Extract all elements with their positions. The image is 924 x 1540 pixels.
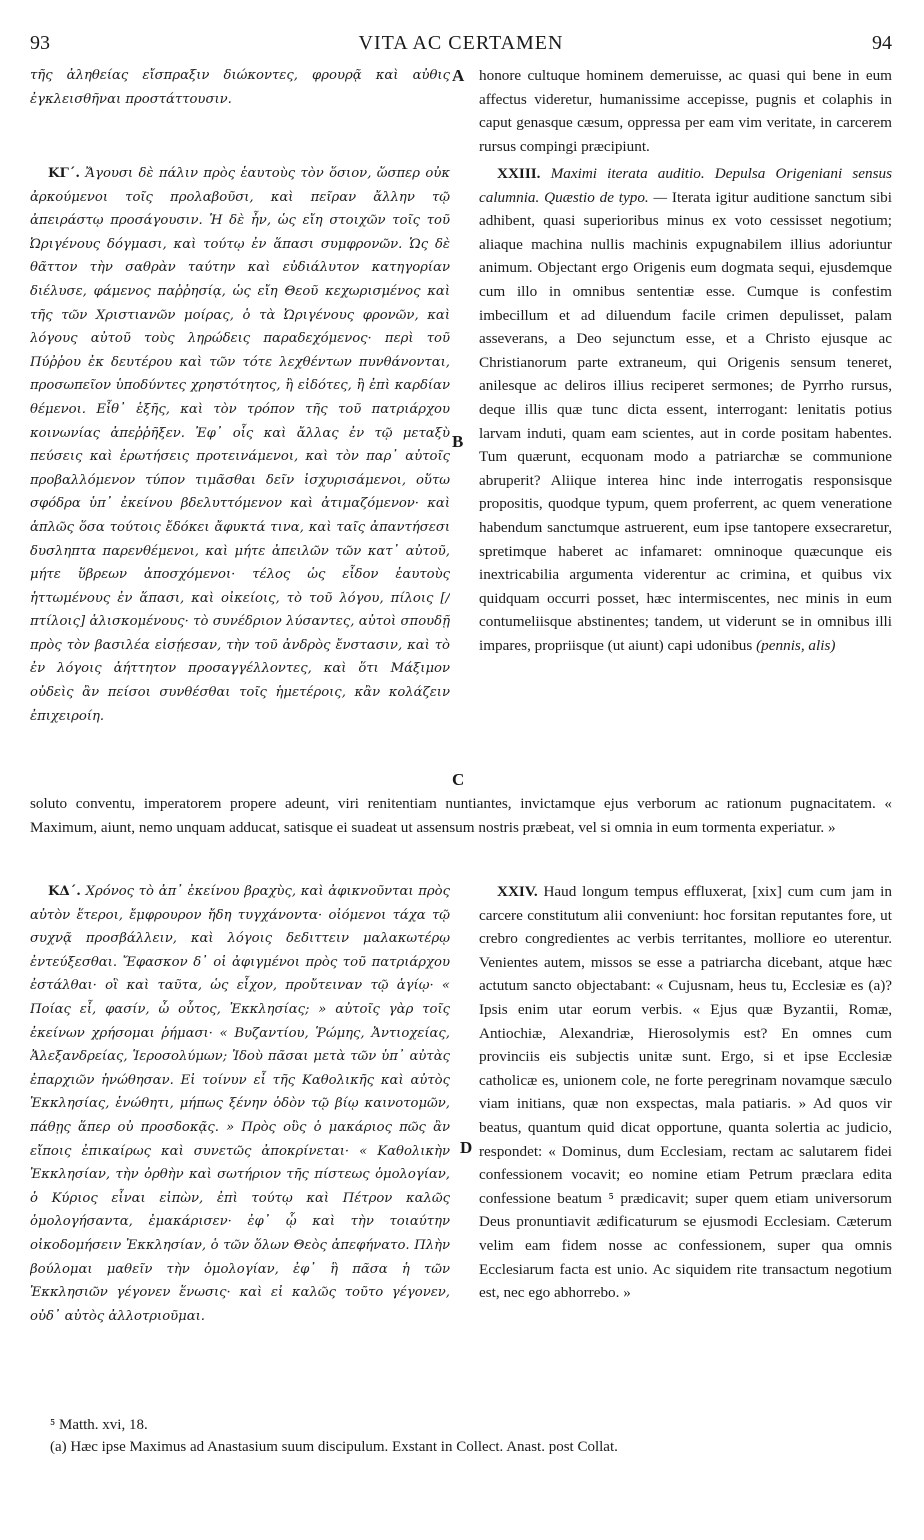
margin-marker-d: D <box>460 1138 473 1157</box>
latin-section-xxiv <box>479 880 892 1408</box>
section-number-xxiii: XXIII. <box>497 165 541 182</box>
section-number-kg: ΚΓ΄. <box>48 166 81 181</box>
footnotes <box>30 1414 892 1458</box>
section-number-xxiv: XXIV. <box>497 883 538 900</box>
running-header <box>30 32 892 62</box>
left-page-number: 93 <box>30 32 50 54</box>
section-heading-xxiii: Maximi iterata auditio. Depulsa Origeniani sensus calumnia. Quæstio de typo. — <box>479 165 892 206</box>
footnote-scripture: ⁵ Matth. xvi, 18. <box>50 1417 148 1433</box>
greek-section-kd <box>30 880 450 1408</box>
latin-section-xxiii <box>479 162 892 792</box>
greek-section-kg <box>30 162 450 792</box>
latin-section-xxiv-text: Haud longum tempus effluxerat, [xix] cum cum jam in carcere constitutum alii conveniunt: hoc forsitan reputantes fore, ut crebro congredientes ac verbis territantes, molliore eo uterentur. Venientes autem, missos se esse a patriarcha dicebant, atque hæc actutum sancto objectabant: « Cujusnam, heus tu, Ecclesiæ es (a)? Ipsis enim utar eorum verbis. « Ejus quæ Byzantii, Romæ, Antiochiæ, Alexandriæ, Hierosolymis est? En omnes cum provinciis eis subjectis unitæ sunt. Ergo, si et ipse Ecclesiæ catholicæ es, unionem cole, ne forte peregrinam novamque sæculo viam initians, quæ non exspectas, mala patiaris. » Ad quos vir beatus, quantum quid dicat opportune, quanta solertia ac judicio, respondet: « Dominus, dum Ecclesiam, rectam ac salutarem fidei confessionem vocavit; eo nomine etiam Petrum præclara edita confessione beatum ⁵ prædicavit; super quem etiam universorum Deus pronuntiavit ædificaturum se ejusmodi Ecclesiam. Cæterum velim eam fidem nosse ac confessionem, super qua omnis Ecclesiarum facta est unio. Ac siquidem rite transactum negotium est, nec ego abhorrebo. » <box>479 883 892 1302</box>
latin-carryover <box>30 64 892 155</box>
latin-carryover-text: honore cultuque hominem demeruisse, ac quasi qui bene in eum affectus videretur, humanissime accepisse, pugnis et colaphis in caput genasque cæsum, oppressa per eam vim veritate, in carcerem rursus compingi præcipiunt. <box>479 67 892 155</box>
latin-xxiii-continuation-text: soluto conventu, imperatorem propere adeunt, viri renitentiam nuntiantes, invictamque ejus verborum ac rationum pugnacitatem. « Maximum, aiunt, nemo unquam adducat, satisque ei suadeat ut assensum nostris præbeat, vel si omnia in eum tormenta experiatur. » <box>30 795 892 836</box>
footnote-a: (a) Hæc ipse Maximus ad Anastasium suum discipulum. Exstant in Collect. Anast. post Collat. <box>50 1439 618 1455</box>
running-title: VITA AC CERTAMEN <box>358 32 564 54</box>
right-page-number: 94 <box>872 32 892 54</box>
greek-section-kd-text: Χρόνος τὸ ἀπ᾽ ἐκείνου βραχὺς, καὶ ἀφικνοῦνται πρὸς αὐτὸν ἕτεροι, ἔμφρουρον ἤδη τυγχάνοντα· οἰόμενοι τάχα τῷ συχνᾷ προσβάλλειν, καὶ λόγοις δεδιττειν μαλακωτέρῳ ἐντεύξεσθαι. Ἔφασκον δ᾽ οἱ ἀφιγμένοι πρὸς τοῦ πατριάρχου ἐστάλθαι· οἳ καὶ ταῦτα, ὡς εἶχον, προὔτειναν τῷ ἁγίῳ· « Ποίας εἶ, φασίν, ὦ οὗτος, Ἐκκλησίας; » αὐτοῖς γὰρ τοῖς ἐκείνων χρήσομαι ῥήμασι· « Βυζαντίου, Ῥώμης, Ἀντιοχείας, Ἀλεξανδρείας, Ἱεροσολύμων; Ἰδοὺ πᾶσαι μετὰ τῶν ὑπ᾽ αὐτὰς ἐπαρχιῶν ἡνώθησαν. Εἰ τοίνυν εἶ τῆς Καθολικῆς καὶ αὐτὸς Ἐκκλησίας, ἑνώθητι, μήπως ξένην ὁδὸν τῷ βίῳ καινοτομῶν, πάθῃς ἅπερ οὐ προσδοκᾷς. » Πρὸς οὓς ὁ μακάριος πῶς ἂν εἴποις ἐπικαίρως καὶ συνετῶς ἀποκρίνεται· « Καθολικὴν Ἐκκλησίαν, τὴν ὀρθὴν καὶ σωτήριον τῆς πίστεως ὁμολογίαν, ὁ Κύριος εἶναι εἰπὼν, ἐπὶ τούτῳ καὶ Πέτρον καλῶς ὁμολογήσαντα, ἐμακάρισεν· ἐφ᾽ ᾧ καὶ τὴν τοιαύτην οἰκοδομήσειν Ἐκκλησίαν, ὁ τῶν ὅλων Θεὸς ἀπεφήνατο. Πλὴν βούλομαι μαθεῖν τὴν ὁμολογίαν, ἐφ᾽ ἣ πᾶσα ἡ τῶν Ἐκκλησιῶν γέγονεν ἕνωσις· καὶ εἰ καλῶς τοῦτο γέγονεν, οὐδ᾽ αὐτὸς ἀλλοτριοῦμαι. <box>30 884 450 1324</box>
latin-xxiii-continuation <box>30 792 892 874</box>
section-number-kd: ΚΔ΄. <box>48 884 81 899</box>
greek-carryover-text: τῆς ἀληθείας εἴσπραξιν διώκοντες, φρουρᾷ καὶ αὐθις ἐγκλεισθῆναι προστάττουσιν. <box>30 68 450 107</box>
latin-gloss-note: (pennis, alis) <box>756 636 836 654</box>
margin-marker-a: A <box>452 66 465 85</box>
latin-section-xxiii-text: Iterata igitur auditione sanctum sibi adhibent, quasi superioribus minus ex voto cessisset negotium; aliaque machina nullis machinis expugnabilem illius adoriuntur animum. Objectant ergo Origenis eum dogmata sequi, ejusdemque cum illo in omnibus sententiæ esse. Cumque is confestim imbecillum et ad diluendum facile crimen depulisset, palam asseverans, a Deo sejunctum esse, et a Christo ejusque ac Christianorum parte extraneum, qui Origenis sensum teneret, anilesque ac deliros illius reciperet sermones; de Pyrrho rursus, deque illis quæ tunc dicta essent, interrogant: lenitatis potius larvam induti, quam eam scientes, aut in corde positam habentes. Tum quærunt, ecquonam modo a patriarchæ se communione abruperit? Aliique interea hinc inde interrogatis responsisque propositis, quodque typum, quem proferrent, ac quem veneratione habendum sanctumque astruerent, eum ipse tantopere exsecraretur, spretimque haberet ac infamaret: omninoque quæcunque eis inextricabilia argumenta viderentur ac crimina, et quibus vix quidquam occurri posset, hæc intermiscentes, nec minis in eum contumeliisque abstinentes; tandem, ut viderunt se in omnibus illi impares, propriisque (ut aiunt) capi udonibus <box>479 188 892 654</box>
margin-marker-b: B <box>452 432 464 451</box>
greek-section-kg-text: Ἄγουσι δὲ πάλιν πρὸς ἑαυτοὺς τὸν ὅσιον, ὥσπερ οὐκ ἀρκούμενοι τοῖς προλαβοῦσι, καὶ πεῖραν ἄλλην τῷ ἀπειράστῳ προσάγουσιν. Ἡ δὲ ἦν, ὡς εἴη στοιχῶν τοῖς τοῦ Ὠριγένους δόγμασι, καὶ τούτῳ ἐν ἅπασι συμφρονῶν. Ὡς δὲ θᾶττον τὴν σαθρὰν ταύτην καὶ εὐδιάλυτον κατηγορίαν διέλυσε, φάμενος παῤῥησίᾳ, ὡς εἴη Θεοῦ κεχωρισμένος καὶ τῆς τῶν Χριστιανῶν μοίρας, ὁ τὰ Ὠριγένους φρονῶν, καὶ λόγους αὐτοῦ τοὺς ληρώδεις παραδεχόμενος· περὶ τοῦ Πύῤῥου ἐκ δευτέρου καὶ τῶν τότε λεχθέντων πυνθάνονται, προσωπεῖον ὑποδύντες χρηστότητος, ἢ εἰδότες, ἢ ἐπὶ καρδίαν θέμενοι. Εἶθ᾽ ἑξῆς, καὶ τὸν τρόπον τῆς τοῦ πατριάρχου κοινωνίας ἀπεῤῥῆξεν. Ἐφ᾽ οἷς καὶ ἄλλας ἐν τῷ μεταξὺ πεύσεις καὶ ἐρωτήσεις προτεινάμενοι, καὶ τὸν παρ᾽ αὐτοῖς προβαλλόμενον τύπον τιμᾶσθαι δεῖν ἰσχυρισάμενοι, οὕτω σφόδρα ὑπ᾽ ἐκείνου βδελυττόμενον καὶ ἀτιμαζόμενον· καὶ ἁπλῶς ὅσα τούτοις ἔδόκει ἄφυκτά τινα, καὶ ταῖς ἀπαντήσεσι δυσληπτα παρενθέμενοι, καὶ μήτε ἀπειλῶν τῶν κατ᾽ αὐτοῦ, μήτε ὕβρεων ἀποσχόμενοι· τέλος ὡς εἶδον ἑαυτοὺς ἡττωμένους ἐν ἅπασι, καὶ οἰκείοις, τὸ τοῦ λόγου, πίλοις [/ πτίλοις] ἁλισκομένους· τὸ συνέδριον λύσαντες, αὐτοὶ σπουδῇ πρὸς τὸν βασιλέα εἰσῄεσαν, τὴν τοῦ ἀνδρὸς ἔνστασιν, καὶ τὸ ἐν λόγοις ἀήττητον προσαγγέλλοντες, καὶ ὅτι Μάξιμον οὐδεὶς ἂν πείσοι συνθέσθαι τοῖς ἡμετέροις, κἂν κολάζειν ἐπιχειροίη. <box>30 166 450 724</box>
margin-marker-c: C <box>452 770 465 789</box>
